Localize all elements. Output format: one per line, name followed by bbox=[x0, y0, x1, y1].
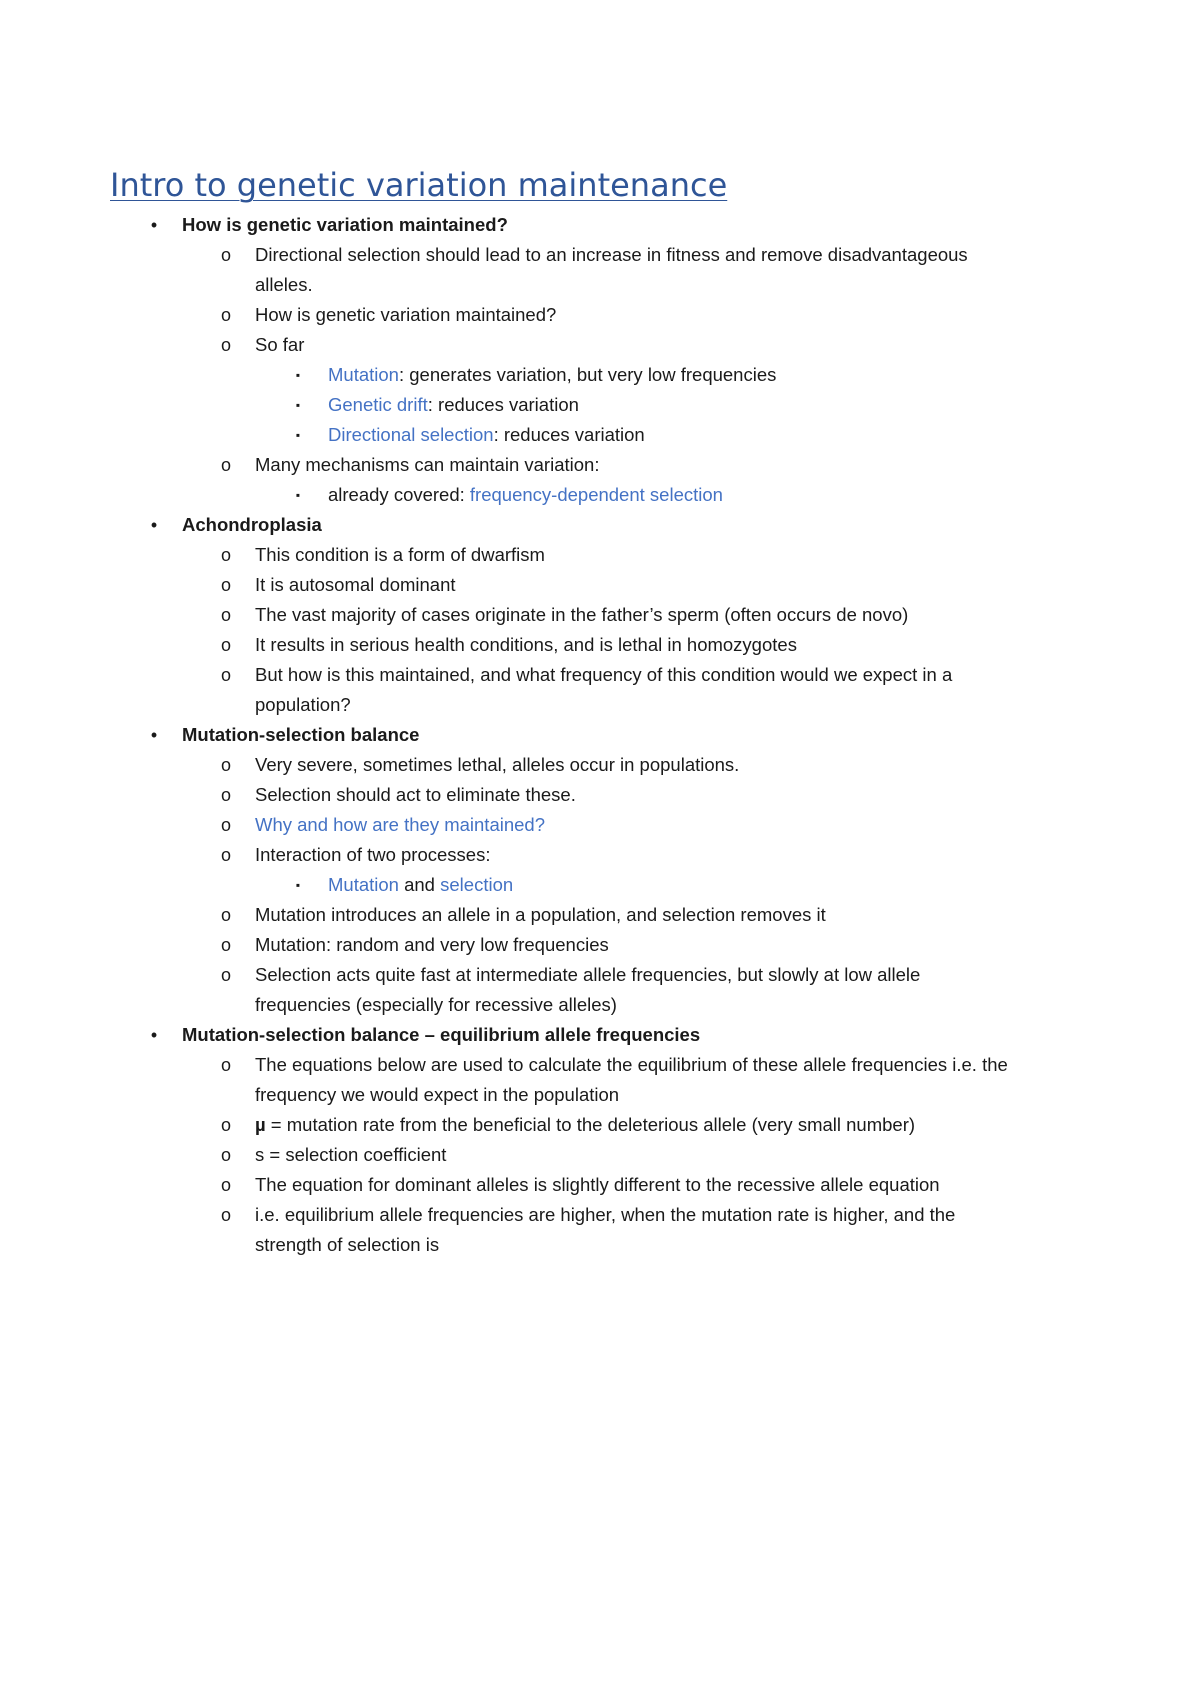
list-item bbox=[0, 930, 1200, 960]
text-run: It results in serious health conditions, and is lethal in homozygotes bbox=[255, 634, 797, 655]
list-item-text bbox=[255, 330, 304, 360]
list-item bbox=[0, 780, 1200, 810]
circle-bullet-icon: o bbox=[220, 845, 231, 865]
list-item-text bbox=[255, 810, 545, 840]
list-item-text bbox=[255, 300, 556, 330]
list-item bbox=[0, 1170, 1200, 1200]
circle-bullet-icon: o bbox=[220, 815, 231, 835]
text-run: Many mechanisms can maintain variation: bbox=[255, 454, 600, 475]
list-item bbox=[0, 1200, 1200, 1230]
list-item bbox=[0, 420, 1200, 450]
list-item bbox=[0, 1140, 1200, 1170]
list-item-continuation bbox=[0, 1230, 1200, 1260]
list-item bbox=[0, 810, 1200, 840]
circle-bullet-icon: o bbox=[220, 635, 231, 655]
text-run: frequency we would expect in the population bbox=[255, 1084, 620, 1105]
list-item bbox=[0, 450, 1200, 480]
circle-bullet-icon: o bbox=[220, 1115, 231, 1135]
text-run: and bbox=[398, 874, 441, 895]
list-item bbox=[0, 900, 1200, 930]
list-item bbox=[0, 330, 1200, 360]
circle-bullet-icon: o bbox=[220, 905, 231, 925]
notes-list bbox=[0, 210, 1200, 1260]
list-item-continuation bbox=[0, 1080, 1200, 1110]
list-item-text bbox=[255, 1110, 915, 1140]
square-bullet-icon: ▪ bbox=[295, 398, 301, 412]
list-item-text bbox=[255, 630, 797, 660]
list-item-text bbox=[255, 1140, 446, 1170]
text-run: : reduces variation bbox=[427, 394, 579, 415]
text-run: population? bbox=[255, 694, 351, 715]
list-item bbox=[0, 600, 1200, 630]
square-bullet-icon: ▪ bbox=[295, 488, 301, 502]
circle-bullet-icon: o bbox=[220, 755, 231, 775]
text-run: : generates variation, but very low frequencies bbox=[398, 364, 777, 385]
list-item-text bbox=[328, 480, 723, 510]
text-run: = mutation rate from the beneficial to the deleterious allele (very small number) bbox=[265, 1114, 916, 1135]
text-run: Selection should act to eliminate these. bbox=[255, 784, 576, 805]
list-item bbox=[0, 660, 1200, 690]
list-item-text bbox=[328, 360, 776, 390]
list-item-text bbox=[255, 450, 599, 480]
text-run: Mutation: random and very low frequencies bbox=[255, 934, 609, 955]
text-run: The equations below are used to calculate the equilibrium of these allele frequencies i.e. the bbox=[255, 1054, 1008, 1075]
list-item bbox=[0, 390, 1200, 420]
text-run: The vast majority of cases originate in the father’s sperm (often occurs de novo) bbox=[255, 604, 909, 625]
bullet-icon: • bbox=[150, 515, 158, 535]
text-run: But how is this maintained, and what frequency of this condition would we expect in a bbox=[255, 664, 953, 685]
text-run: s = selection coefficient bbox=[255, 1144, 447, 1165]
list-item-text bbox=[255, 990, 617, 1020]
text-run: frequencies (especially for recessive alleles) bbox=[255, 994, 617, 1015]
circle-bullet-icon: o bbox=[220, 545, 231, 565]
circle-bullet-icon: o bbox=[220, 1145, 231, 1165]
circle-bullet-icon: o bbox=[220, 305, 231, 325]
list-item bbox=[0, 1050, 1200, 1080]
list-item-text bbox=[255, 600, 908, 630]
text-run: The equation for dominant alleles is slightly different to the recessive allele equation bbox=[255, 1174, 940, 1195]
list-item-text bbox=[328, 390, 579, 420]
section-heading bbox=[0, 510, 1200, 540]
circle-bullet-icon: o bbox=[220, 245, 231, 265]
list-item-text bbox=[255, 240, 968, 270]
list-item-text bbox=[328, 870, 513, 900]
highlighted-term: frequency-dependent selection bbox=[469, 484, 723, 505]
list-item-text bbox=[255, 1080, 619, 1110]
highlighted-term: Mutation bbox=[328, 874, 399, 895]
highlighted-term: selection bbox=[440, 874, 514, 895]
square-bullet-icon: ▪ bbox=[295, 368, 301, 382]
square-bullet-icon: ▪ bbox=[295, 878, 301, 892]
section-heading bbox=[0, 210, 1200, 240]
page-title: Intro to genetic variation maintenance bbox=[110, 166, 728, 204]
circle-bullet-icon: o bbox=[220, 575, 231, 595]
list-item-text bbox=[255, 900, 826, 930]
list-item-text bbox=[255, 780, 576, 810]
section-heading-text: Achondroplasia bbox=[182, 514, 322, 535]
list-item bbox=[0, 870, 1200, 900]
bullet-icon: • bbox=[150, 1025, 158, 1045]
section-heading bbox=[0, 720, 1200, 750]
text-run: It is autosomal dominant bbox=[255, 574, 456, 595]
list-item-continuation bbox=[0, 990, 1200, 1020]
text-run: Interaction of two processes: bbox=[255, 844, 491, 865]
list-item bbox=[0, 840, 1200, 870]
list-item-text bbox=[255, 1200, 955, 1230]
list-item-text bbox=[255, 570, 456, 600]
text-run: strength of selection is bbox=[255, 1234, 440, 1255]
text-run: How is genetic variation maintained? bbox=[255, 304, 557, 325]
list-item bbox=[0, 300, 1200, 330]
section-heading-text: Mutation-selection balance bbox=[182, 724, 420, 745]
circle-bullet-icon: o bbox=[220, 785, 231, 805]
circle-bullet-icon: o bbox=[220, 935, 231, 955]
circle-bullet-icon: o bbox=[220, 1055, 231, 1075]
highlighted-term: Genetic drift bbox=[328, 394, 428, 415]
list-item bbox=[0, 960, 1200, 990]
text-run: alleles. bbox=[255, 274, 313, 295]
list-item bbox=[0, 480, 1200, 510]
list-item-text bbox=[328, 420, 645, 450]
list-item bbox=[0, 360, 1200, 390]
circle-bullet-icon: o bbox=[220, 335, 231, 355]
circle-bullet-icon: o bbox=[220, 1175, 231, 1195]
list-item-continuation bbox=[0, 690, 1200, 720]
text-run: Mutation introduces an allele in a population, and selection removes it bbox=[255, 904, 826, 925]
text-run: Directional selection should lead to an increase in fitness and remove disadvantageous bbox=[255, 244, 968, 265]
text-run: µ bbox=[255, 1114, 266, 1135]
list-item-text bbox=[255, 1230, 439, 1260]
list-item-text bbox=[255, 960, 920, 990]
text-run: This condition is a form of dwarfism bbox=[255, 544, 545, 565]
text-run: So far bbox=[255, 334, 305, 355]
circle-bullet-icon: o bbox=[220, 965, 231, 985]
list-item bbox=[0, 240, 1200, 270]
bullet-icon: • bbox=[150, 725, 158, 745]
circle-bullet-icon: o bbox=[220, 1205, 231, 1225]
list-item-text bbox=[255, 690, 351, 720]
bullet-icon: • bbox=[150, 215, 158, 235]
highlighted-term: Directional selection bbox=[328, 424, 494, 445]
text-run: : reduces variation bbox=[493, 424, 645, 445]
list-item-text bbox=[255, 840, 490, 870]
highlighted-term: Why and how are they maintained? bbox=[255, 814, 546, 835]
list-item-continuation bbox=[0, 270, 1200, 300]
section-heading-text: Mutation-selection balance – equilibrium allele frequencies bbox=[182, 1024, 701, 1045]
list-item-text bbox=[255, 750, 739, 780]
list-item bbox=[0, 570, 1200, 600]
square-bullet-icon: ▪ bbox=[295, 428, 301, 442]
section-heading bbox=[0, 1020, 1200, 1050]
list-item-text bbox=[255, 1050, 1008, 1080]
list-item bbox=[0, 750, 1200, 780]
list-item-text bbox=[255, 930, 609, 960]
text-run: Selection acts quite fast at intermediate allele frequencies, but slowly at low allele bbox=[255, 964, 921, 985]
list-item bbox=[0, 540, 1200, 570]
list-item-text bbox=[255, 270, 313, 300]
circle-bullet-icon: o bbox=[220, 665, 231, 685]
list-item-text bbox=[255, 540, 545, 570]
section-heading-text: How is genetic variation maintained? bbox=[182, 214, 508, 235]
text-run: Very severe, sometimes lethal, alleles occur in populations. bbox=[255, 754, 740, 775]
list-item-text bbox=[255, 1170, 940, 1200]
list-item-text bbox=[255, 660, 952, 690]
highlighted-term: Mutation bbox=[328, 364, 399, 385]
circle-bullet-icon: o bbox=[220, 605, 231, 625]
circle-bullet-icon: o bbox=[220, 455, 231, 475]
text-run: already covered: bbox=[328, 484, 470, 505]
list-item bbox=[0, 1110, 1200, 1140]
list-item bbox=[0, 630, 1200, 660]
text-run: i.e. equilibrium allele frequencies are higher, when the mutation rate is higher, and the bbox=[255, 1204, 956, 1225]
